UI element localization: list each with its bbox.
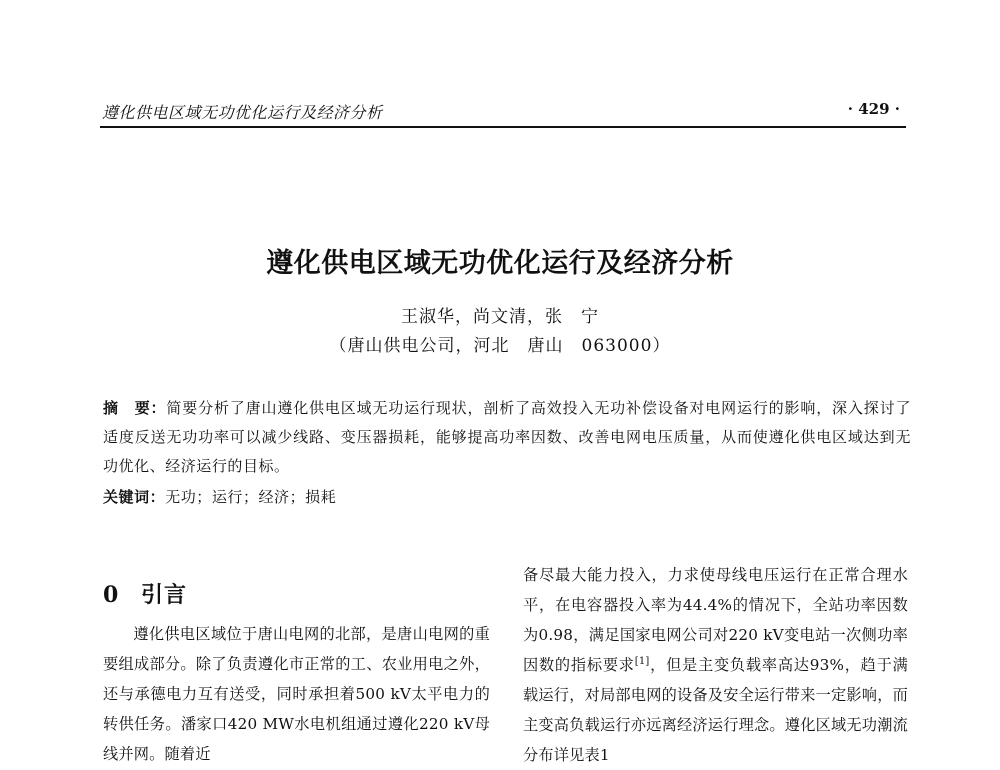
- keywords-text: 无功；运行；经济；损耗: [165, 488, 337, 506]
- page-number: · 429 ·: [847, 100, 900, 118]
- abstract-text: 简要分析了唐山遵化供电区域无功运行现状，剖析了高效投入无功补偿设备对电网运行的影响，深入探讨了适度反送无功功率可以减少线路、变压器损耗，能够提高功率因数、改善电网电压质量，从而使遵化供电区域达到无功优化、经济运行的目标。: [103, 399, 912, 475]
- keywords-label: 关键词：: [103, 488, 166, 506]
- authors: 王淑华，尚文清，张 宁: [401, 307, 599, 327]
- section-title: 引言: [141, 582, 188, 609]
- affiliation: （唐山供电公司，河北 唐山 063000）: [329, 336, 671, 356]
- citation-reference: [1]: [634, 656, 650, 668]
- section-heading-introduction: [103, 578, 187, 609]
- abstract: [103, 394, 911, 481]
- abstract-label: 摘 要：: [103, 399, 167, 417]
- section-number: 0: [103, 582, 120, 609]
- introduction-right-column: [523, 560, 908, 770]
- running-title: 遵化供电区域无功优化运行及经济分析: [102, 103, 383, 122]
- running-head: [100, 98, 906, 128]
- keywords: [103, 483, 911, 512]
- paper-title: 遵化供电区域无功优化运行及经济分析: [266, 248, 734, 280]
- introduction-left-column: 遵化供电区域位于唐山电网的北部，是唐山电网的重要组成部分。除了负责遵化市正常的工、农业用电之外，还与承德电力互有送受，同时承担着500 kV太平电力的转供任务。潘家口420 MW水电机组通过遵化220 kV母线并网。随着近: [103, 625, 490, 764]
- right-column-text-before-citation: 备尽最大能力投入，力求使母线电压运行在正常合理水平，在电容器投入率为44.4%的情况下，全站功率因数为0.98，满足国家电网公司对220 kV变电站一次侧功率因数的指标要求: [523, 566, 908, 675]
- right-column-text-after-citation: ，但是主变负载率高达93%，趋于满载运行，对局部电网的设备及安全运行带来一定影响，而主变高负载运行亦远离经济运行理念。遵化区域无功潮流分布详见表1: [523, 656, 908, 765]
